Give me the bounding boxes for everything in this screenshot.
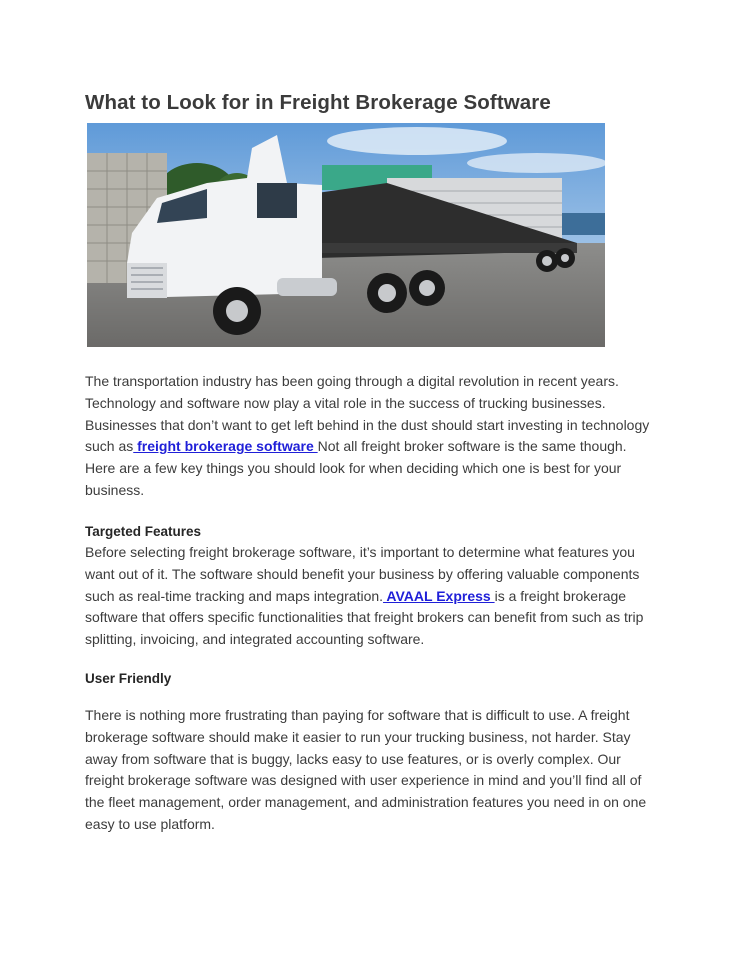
freight-brokerage-software-link[interactable]: freight brokerage software xyxy=(133,438,318,455)
targeted-features-heading: Targeted Features xyxy=(85,524,202,539)
intro-paragraph xyxy=(85,371,660,502)
user-friendly-heading: User Friendly xyxy=(85,671,172,686)
intro-text-start: The transportation industry has been going through a digital revolution in recent years. Technology and software now play a vital role in the success of trucking businesses. Businesses that don’t want to get left behind in the dust should start investing in technology such as xyxy=(85,373,650,455)
targeted-features-paragraph xyxy=(85,542,660,651)
features-text-end: is a freight brokerage software that offers specific functionalities that freight brokers can benefit from such as trip splitting, invoicing, and integrated accounting software. xyxy=(85,587,644,648)
avaal-express-link[interactable]: AVAAL Express xyxy=(383,587,495,604)
user-friendly-paragraph: There is nothing more frustrating than paying for software that is difficult to use. A freight brokerage software should make it easier to run your trucking business, not harder. Stay away from software that is buggy, lacks easy to use features, or is overly complex. Our freight brokerage software was designed with user experience in mind and you’ll find all of the fleet management, order management, and administration features you need in on one easy to use platform. xyxy=(85,707,647,832)
intro-text-end: Not all freight broker software is the same though. Here are a few key things you should look for when deciding which one is best for your business. xyxy=(85,438,627,498)
features-text-start: Before selecting freight brokerage software, it’s important to determine what features you want out of it. The software should benefit your business by offering valuable components such as real-time tracking and maps integration. xyxy=(85,544,640,604)
truck-photo xyxy=(87,123,605,347)
page-title: What to Look for in Freight Brokerage Software xyxy=(85,91,551,114)
